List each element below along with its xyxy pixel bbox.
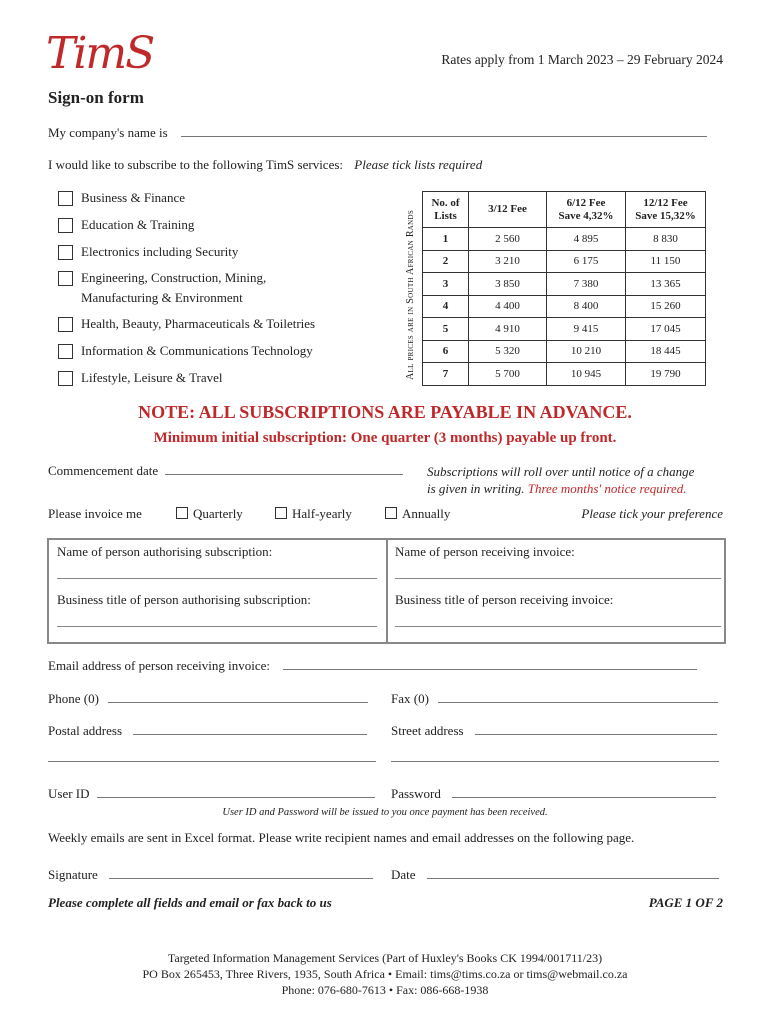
fax-label: Fax (0) bbox=[391, 691, 429, 706]
service-label-ict: Information & Communications Technology bbox=[81, 343, 313, 358]
tims-logo: TimS bbox=[46, 28, 154, 79]
fee-cell: 4 400 bbox=[469, 295, 547, 318]
fee-cell: 2 560 bbox=[469, 228, 547, 251]
company-name-input[interactable] bbox=[181, 127, 707, 137]
footer-line-1: Targeted Information Management Services (Part of Huxley's Books CK 1994/001711/23) bbox=[167, 951, 603, 965]
fee-cell: 8 400 bbox=[547, 295, 626, 318]
service-label-lifestyle: Lifestyle, Leisure & Travel bbox=[81, 370, 223, 385]
service-label-engineering-line2: Manufacturing & Environment bbox=[81, 290, 243, 305]
minimum-subscription: Minimum initial subscription: One quarter (3 months) payable up front. bbox=[153, 430, 617, 446]
service-label-business: Business & Finance bbox=[81, 190, 185, 205]
page-number: PAGE 1 OF 2 bbox=[648, 895, 723, 910]
recv-title-input[interactable] bbox=[395, 626, 721, 627]
company-name-field[interactable] bbox=[48, 125, 707, 141]
commencement-field[interactable] bbox=[48, 463, 403, 479]
form-title: Sign-on form bbox=[48, 88, 144, 107]
recv-name-input[interactable] bbox=[395, 578, 721, 579]
password-label: Password bbox=[391, 786, 441, 801]
fee-cell: 11 150 bbox=[626, 250, 706, 273]
contact-box bbox=[47, 538, 726, 644]
date-label: Date bbox=[391, 867, 416, 882]
street-label: Street address bbox=[391, 723, 464, 738]
fee-cell: 6 175 bbox=[547, 250, 626, 273]
service-checkbox-education[interactable] bbox=[58, 218, 73, 233]
password-field[interactable] bbox=[391, 786, 716, 802]
date-field[interactable] bbox=[391, 867, 719, 883]
postal-field[interactable] bbox=[48, 723, 367, 739]
service-label-education: Education & Training bbox=[81, 217, 195, 232]
rate-row bbox=[423, 273, 706, 296]
tick-note: Please tick lists required bbox=[354, 157, 483, 172]
auth-name-label: Name of person authorising subscription: bbox=[57, 544, 273, 559]
rate-row bbox=[423, 340, 706, 363]
fax-field[interactable] bbox=[391, 691, 718, 707]
service-label-engineering: Engineering, Construction, Mining, bbox=[81, 270, 267, 285]
fee-cell: 5 700 bbox=[469, 363, 547, 386]
signature-label: Signature bbox=[48, 867, 98, 882]
lists-count-cell: 2 bbox=[423, 250, 469, 273]
userid-input[interactable] bbox=[97, 788, 375, 798]
half-yearly-checkbox[interactable] bbox=[275, 507, 287, 519]
fee-cell: 13 365 bbox=[626, 273, 706, 296]
lists-count-cell: 5 bbox=[423, 318, 469, 341]
phone-field[interactable] bbox=[48, 691, 368, 707]
rate-row bbox=[423, 318, 706, 341]
auth-title-label: Business title of person authorising subscription: bbox=[57, 592, 311, 607]
email-field[interactable] bbox=[48, 658, 697, 674]
userid-label: User ID bbox=[48, 786, 90, 801]
invoice-option-annually[interactable]: Annually bbox=[385, 506, 450, 522]
street-input[interactable] bbox=[475, 725, 717, 735]
annually-checkbox[interactable] bbox=[385, 507, 397, 519]
lists-count-cell: 6 bbox=[423, 340, 469, 363]
fee-cell: 9 415 bbox=[547, 318, 626, 341]
footer-line-3: Phone: 076-680-7613 • Fax: 086-668-1938 bbox=[281, 983, 489, 997]
lists-count-cell: 3 bbox=[423, 273, 469, 296]
service-checkbox-ict[interactable] bbox=[58, 344, 73, 359]
footer-line-2: PO Box 265453, Three Rivers, 1935, South Africa • Email: tims@tims.co.za or tims@webmail.co.za bbox=[142, 967, 628, 981]
invoice-label: Please invoice me bbox=[48, 506, 142, 521]
header-fee-12: 12/12 Fee Save 15,32% bbox=[626, 192, 706, 228]
rate-row bbox=[423, 228, 706, 251]
userid-field[interactable] bbox=[48, 786, 375, 802]
credentials-note: User ID and Password will be issued to you once payment has been received. bbox=[222, 807, 548, 818]
phone-label: Phone (0) bbox=[48, 691, 99, 706]
lists-count-cell: 1 bbox=[423, 228, 469, 251]
fee-cell: 5 320 bbox=[469, 340, 547, 363]
fee-cell: 4 910 bbox=[469, 318, 547, 341]
fee-cell: 7 380 bbox=[547, 273, 626, 296]
rollover-note: Subscriptions will roll over until notice of a change is given in writing. Three months' notice required. bbox=[427, 464, 695, 496]
currency-note: All prices are in South African Rands bbox=[405, 209, 416, 380]
street-input-line2[interactable] bbox=[391, 752, 719, 762]
contact-divider bbox=[386, 540, 388, 642]
service-checkbox-business[interactable] bbox=[58, 191, 73, 206]
email-label: Email address of person receiving invoice: bbox=[48, 658, 271, 673]
fee-cell: 15 260 bbox=[626, 295, 706, 318]
subscribe-intro bbox=[48, 157, 482, 173]
invoice-option-quarterly[interactable]: Quarterly bbox=[176, 506, 243, 522]
postal-label: Postal address bbox=[48, 723, 123, 738]
street-field[interactable] bbox=[391, 723, 717, 739]
postal-input[interactable] bbox=[133, 725, 367, 735]
fee-cell: 10 210 bbox=[547, 340, 626, 363]
fee-cell: 3 850 bbox=[469, 273, 547, 296]
commencement-input[interactable] bbox=[165, 465, 403, 475]
fee-cell: 19 790 bbox=[626, 363, 706, 386]
auth-title-input[interactable] bbox=[57, 626, 377, 627]
rates-table bbox=[422, 191, 706, 386]
fee-cell: 8 830 bbox=[626, 228, 706, 251]
rate-row bbox=[423, 363, 706, 386]
commencement-label: Commencement date bbox=[48, 463, 159, 478]
fax-input[interactable] bbox=[438, 693, 718, 703]
recv-title-label: Business title of person receiving invoice: bbox=[395, 592, 614, 607]
header-fee-6: 6/12 Fee Save 4,32% bbox=[547, 192, 626, 228]
password-input[interactable] bbox=[452, 788, 716, 798]
quarterly-checkbox[interactable] bbox=[176, 507, 188, 519]
service-label-health: Health, Beauty, Pharmaceuticals & Toiletries bbox=[81, 316, 316, 331]
complete-note: Please complete all fields and email or fax back to us bbox=[48, 895, 332, 910]
company-name-label: My company's name is bbox=[48, 125, 168, 140]
service-checkbox-health[interactable] bbox=[58, 317, 73, 332]
service-checkbox-electronics[interactable] bbox=[58, 245, 73, 260]
fee-cell: 18 445 bbox=[626, 340, 706, 363]
subscribe-label: I would like to subscribe to the following TimS services: bbox=[48, 157, 344, 172]
rate-row bbox=[423, 250, 706, 273]
phone-input[interactable] bbox=[108, 693, 368, 703]
signature-input[interactable] bbox=[109, 869, 373, 879]
header-fee-3: 3/12 Fee bbox=[469, 192, 547, 228]
advance-notice: NOTE: ALL SUBSCRIPTIONS ARE PAYABLE IN ADVANCE. bbox=[138, 402, 632, 422]
postal-input-line2[interactable] bbox=[48, 752, 376, 762]
rate-row bbox=[423, 295, 706, 318]
email-input[interactable] bbox=[283, 660, 697, 670]
weekly-note: Weekly emails are sent in Excel format. Please write recipient names and email addresses on the following page. bbox=[48, 830, 635, 845]
invoice-option-half-yearly[interactable]: Half-yearly bbox=[275, 506, 352, 522]
fee-cell: 10 945 bbox=[547, 363, 626, 386]
signature-field[interactable] bbox=[48, 867, 373, 883]
header-lists: No. of Lists bbox=[423, 192, 469, 228]
service-checkbox-engineering[interactable] bbox=[58, 271, 73, 286]
invoice-note: Please tick your preference bbox=[581, 506, 723, 521]
recv-name-label: Name of person receiving invoice: bbox=[395, 544, 575, 559]
fee-cell: 3 210 bbox=[469, 250, 547, 273]
lists-count-cell: 7 bbox=[423, 363, 469, 386]
service-checkbox-lifestyle[interactable] bbox=[58, 371, 73, 386]
fee-cell: 4 895 bbox=[547, 228, 626, 251]
fee-cell: 17 045 bbox=[626, 318, 706, 341]
auth-name-input[interactable] bbox=[57, 578, 377, 579]
lists-count-cell: 4 bbox=[423, 295, 469, 318]
rates-period: Rates apply from 1 March 2023 – 29 February 2024 bbox=[441, 52, 723, 67]
date-input[interactable] bbox=[427, 869, 719, 879]
service-label-electronics: Electronics including Security bbox=[81, 244, 239, 259]
